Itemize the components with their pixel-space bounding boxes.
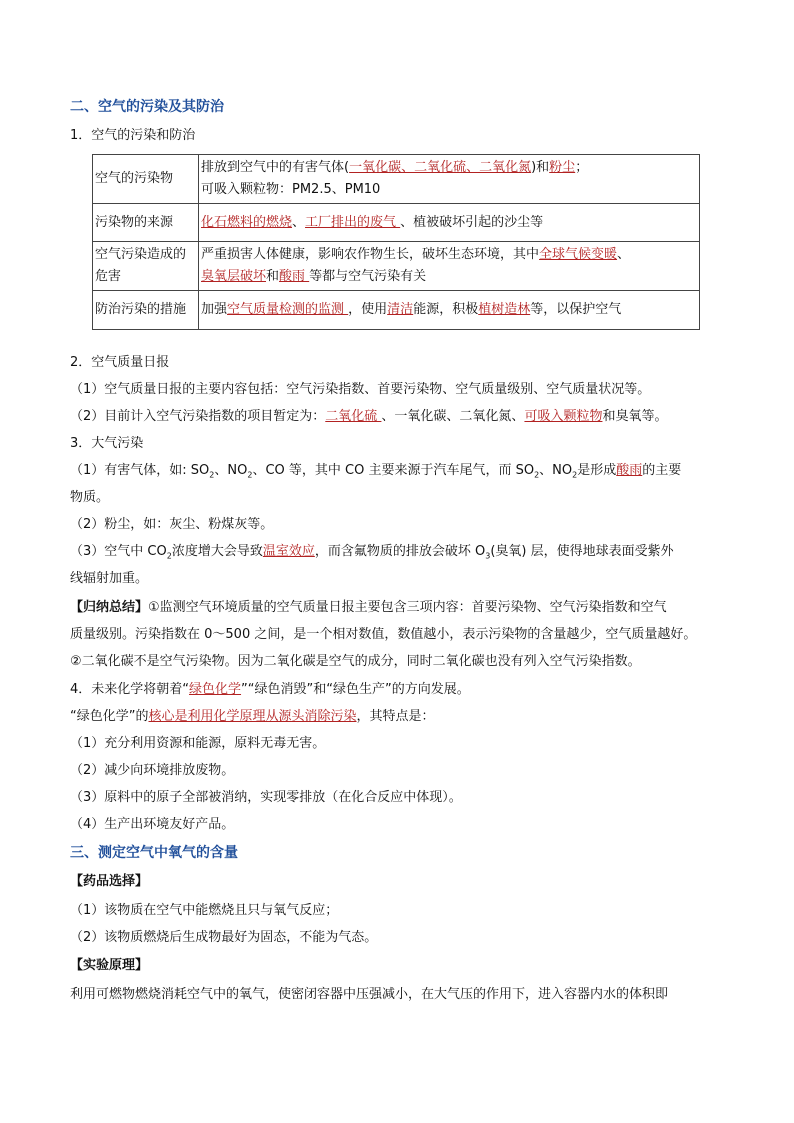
table-cell-label: 空气的污染物 bbox=[93, 155, 199, 204]
blank-answer: 一氧化碳、二氧化硫、二氧化氮 bbox=[349, 160, 532, 175]
paragraph: “绿色化学”的核心是利用化学原理从源头消除污染，其特点是： bbox=[70, 709, 435, 724]
table-row bbox=[93, 155, 700, 204]
paragraph: 4．未来化学将朝着“绿色化学”“绿色消毁”和“绿色生产”的方向发展。 bbox=[70, 682, 470, 697]
paragraph: 利用可燃物燃烧消耗空气中的氧气，使密闭容器中压强减小，在大气压的作用下，进入容器内水的体积即 bbox=[70, 987, 669, 1002]
drug-selection-label: 【药品选择】 bbox=[70, 874, 149, 889]
summary-paragraph: 质量级别。污染指数在 0～500 之间，是一个相对数值，数值越小，表示污染物的含量越少，空气质量越好。 bbox=[70, 627, 697, 642]
list-item: （2）减少向环境排放废物。 bbox=[70, 763, 235, 778]
table-row bbox=[93, 291, 700, 330]
blank-answer: 核心是利用化学原理从源头消除污染 bbox=[148, 709, 357, 724]
blank-answer: 绿色化学 bbox=[189, 682, 242, 697]
table-cell-label: 防治污染的措施 bbox=[93, 291, 199, 330]
paragraph: 线辐射加重。 bbox=[70, 571, 149, 586]
paragraph: （1）空气质量日报的主要内容包括：空气污染指数、首要污染物、空气质量级别、空气质量状况等。 bbox=[70, 382, 651, 397]
list-item: （1）充分利用资源和能源，原料无毒无害。 bbox=[70, 736, 326, 751]
list-item: （3）原料中的原子全部被消纳，实现零排放（在化合反应中体现）。 bbox=[70, 790, 462, 805]
section-heading-oxygen-content: 三、测定空气中氧气的含量 bbox=[70, 845, 238, 861]
paragraph: （2）粉尘，如：灰尘、粉煤灰等。 bbox=[70, 517, 274, 532]
table-cell-label: 污染物的来源 bbox=[93, 204, 199, 242]
subheading-pollution-prevention: 1．空气的污染和防治 bbox=[70, 128, 196, 143]
subheading-air-quality-report: 2．空气质量日报 bbox=[70, 355, 170, 370]
paragraph: （1）有害气体，如: $SO_2$、$NO_2$、CO 等，其中 CO 主要来源于汽车尾气，而 $SO_2$、$NO_2$是形成酸雨的主要 bbox=[70, 463, 682, 480]
summary-paragraph: ②二氧化碳不是空气污染物。因为二氧化碳是空气的成分，同时二氧化碳也没有列入空气污染指数。 bbox=[70, 654, 641, 669]
blank-answer: 工厂排出的废气 bbox=[305, 214, 401, 230]
blank-answer: 臭氧层破坏 bbox=[201, 269, 267, 284]
subheading-atmospheric-pollution: 3．大气污染 bbox=[70, 436, 144, 451]
blank-answer: 酸雨 bbox=[616, 463, 643, 478]
table-cell-content: 排放到空气中的有害气体(一氧化碳、二氧化硫、二氧化氮)和粉尘； 可吸入颗粒物：PM2.5、PM10 bbox=[199, 155, 700, 204]
list-item: （4）生产出环境友好产品。 bbox=[70, 817, 235, 832]
table-cell-content: 加强空气质量检测的监测 ，使用清洁能源，积极植树造林等，以保护空气 bbox=[199, 291, 700, 330]
blank-answer: 二氧化硫 bbox=[325, 409, 382, 424]
list-item: （1）该物质在空气中能燃烧且只与氧气反应； bbox=[70, 903, 339, 918]
blank-answer: 化石燃料的燃烧 bbox=[201, 214, 293, 230]
blank-answer: 可吸入颗粒物 bbox=[524, 409, 603, 424]
blank-answer: 植树造林 bbox=[478, 302, 531, 317]
table-cell-label: 空气污染造成的 危害 bbox=[93, 242, 199, 291]
list-item: （2）该物质燃烧后生成物最好为固态，不能为气态。 bbox=[70, 930, 378, 945]
blank-answer: 粉尘 bbox=[549, 160, 576, 175]
paragraph: （3）空气中 $CO_2$浓度增大会导致温室效应，而含氟物质的排放会破坏 $O_3$(臭氧) 层，使得地球表面受紫外 bbox=[70, 544, 674, 561]
summary-label: 【归纳总结】 bbox=[70, 600, 149, 615]
paragraph: （2）目前计入空气污染指数的项目暂定为：二氧化硫 、一氧化碳、二氧化氮、可吸入颗粒物和臭氧等。 bbox=[70, 409, 668, 424]
table-cell-content: 严重损害人体健康，影响农作物生长，破坏生态环境，其中全球气候变暖、 臭氧层破坏和酸雨 等都与空气污染有关 bbox=[199, 242, 700, 291]
summary-paragraph: 【归纳总结】①监测空气环境质量的空气质量日报主要包含三项内容：首要污染物、空气污染指数和空气 bbox=[70, 600, 667, 615]
blank-answer: 全球气候变暖 bbox=[539, 247, 618, 262]
blank-answer: 空气质量检测的监测 bbox=[227, 302, 349, 317]
section-heading-air-pollution: 二、空气的污染及其防治 bbox=[70, 99, 224, 115]
table-row bbox=[93, 242, 700, 291]
table-row bbox=[93, 204, 700, 242]
blank-answer: 清洁 bbox=[387, 302, 414, 317]
paragraph: 物质。 bbox=[70, 490, 110, 505]
blank-answer: 酸雨 bbox=[279, 269, 310, 284]
table-cell-content: 化石燃料的燃烧、工厂排出的废气 、植被破坏引起的沙尘等 bbox=[199, 204, 700, 242]
pollution-table bbox=[92, 154, 700, 330]
experiment-principle-label: 【实验原理】 bbox=[70, 958, 149, 973]
blank-answer: 温室效应 bbox=[262, 544, 315, 559]
